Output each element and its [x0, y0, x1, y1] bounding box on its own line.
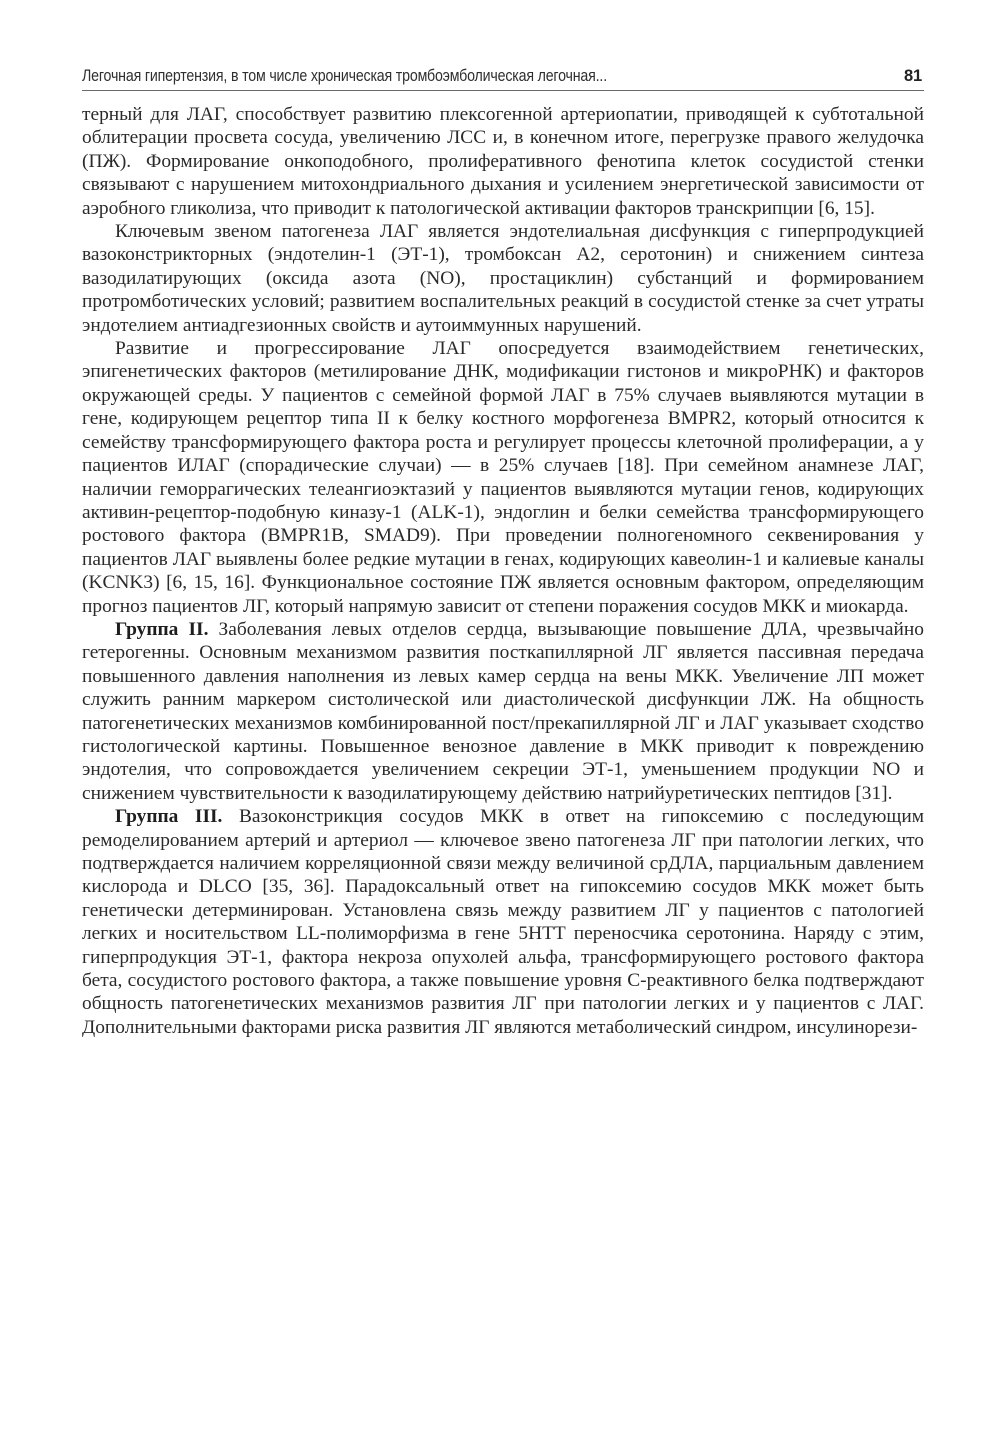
page-number: 81: [904, 67, 922, 85]
paragraph-group-ii: [82, 618, 924, 805]
paragraph-genetics: [82, 337, 924, 618]
paragraph-text: Ключевым звеном патогенеза ЛАГ является эндотелиальная дисфункция с гиперпродукцией вазоконстрикторных (эндотелин-1 (ЭТ-1), тромбоксан А2, серотонин) и снижением синтеза вазодилатирующих (оксида азота (NO), простациклин) субстанций и формированием протромботических условий; развитием воспалительных реакций в сосудистой стенке за счет утраты эндотелием антиадгезионных свойств и аутоиммунных нарушений.: [82, 221, 924, 336]
paragraph-text: Вазоконстрикция сосудов МКК в ответ на гипоксемию с последующим ремоделированием артерий и артериол — ключевое звено патогенеза ЛГ при патологии легких, что подтверждается наличием корреляционной связи между величиной срДЛА, парциальным давлением кислорода и DLCO [35, 36]. Парадоксальный ответ на гипоксемию сосудов МКК может быть генетически детерминирован. Установлена связь между развитием ЛГ у пациентов с патологией легких и носительством LL-полиморфизма в гене 5HTT переносчика серотонина. Наряду с этим, гиперпродукция ЭТ-1, фактора некроза опухолей альфа, трансформирующего ростового фактора бета, сосудистого ростового фактора, а также повышение уровня С-реактивного белка подтверждают общность патогенетических механизмов развития ЛГ при патологии легких и у пациентов с ЛАГ. Дополнительными факторами риска развития ЛГ являются метаболический синдром, инсулинорези-: [82, 806, 924, 1038]
body-text: [82, 103, 924, 1039]
paragraph-text: Заболевания левых отделов сердца, вызывающие повышение ДЛА, чрезвычайно гетерогенны. Основным механизмом развития посткапиллярной ЛГ является пассивная передача повышенного давления наполнения из левых камер сердца на вены МКК. Увеличение ЛП может служить ранним маркером систолической или диастолической дисфункции ЛЖ. На общность патогенетических механизмов комбинированной пост/прекапиллярной ЛГ и ЛАГ указывает сходство гистологической картины. Повышенное венозное давление в МКК приводит к повреждению эндотелия, что сопровождается увеличением секреции ЭТ-1, уменьшением продукции NO и снижением чувствительности к вазодилатирующему действию натрийуретических пептидов [31].: [82, 618, 924, 804]
running-title: Легочная гипертензия, в том числе хроническая тромбоэмболическая легочная...: [82, 67, 607, 85]
paragraph-lead: Группа II.: [115, 618, 209, 640]
book-page: [82, 58, 924, 1438]
paragraph-lead: Группа III.: [115, 806, 223, 828]
paragraph-group-iii: [82, 805, 924, 1039]
paragraph-continuation: [82, 103, 924, 220]
paragraph-text: терный для ЛАГ, способствует развитию плексогенной артериопатии, приводящей к субтотальной облитерации просвета сосуда, увеличению ЛСС и, в конечном итоге, перегрузке правого желудочка (ПЖ). Формирование онкоподобного, пролиферативного фенотипа клеток сосудистой стенки связывают с нарушением митохондриального дыхания и усилением энергетической зависимости от аэробного гликолиза, что приводит к патологической активации факторов транскрипции [6, 15].: [82, 104, 924, 219]
paragraph-endothelial-dysfunction: [82, 220, 924, 337]
running-header: [82, 58, 924, 91]
paragraph-text: Развитие и прогрессирование ЛАГ опосредуется взаимодействием генетических, эпигенетических факторов (метилирование ДНК, модификации гистонов и микроРНК) и факторов окружающей среды. У пациентов с семейной формой ЛАГ в 75% случаев выявляются мутации в гене, кодирующем рецептор типа II к белку костного морфогенеза BMPR2, который относится к семейству трансформирующего фактора роста и регулирует процессы клеточной пролиферации, а у пациентов ИЛАГ (спорадические случаи) — в 25% случаев [18]. При семейном анамнезе ЛАГ, наличии геморрагических телеангиоэктазий у пациентов выявляются мутации генов, кодирующих активин-рецептор-подобную киназу-1 (ALK-1), эндоглин и белки семейства трансформирующего ростового фактора (BMPR1B, SMAD9). При проведении полногеномного секвенирования у пациентов ЛАГ выявлены более редкие мутации в генах, кодирующих кавеолин-1 и калиевые каналы (KCNK3) [6, 15, 16]. Функциональное состояние ПЖ является основным фактором, определяющим прогноз пациентов ЛГ, который напрямую зависит от степени поражения сосудов МКК и миокарда.: [82, 338, 924, 617]
